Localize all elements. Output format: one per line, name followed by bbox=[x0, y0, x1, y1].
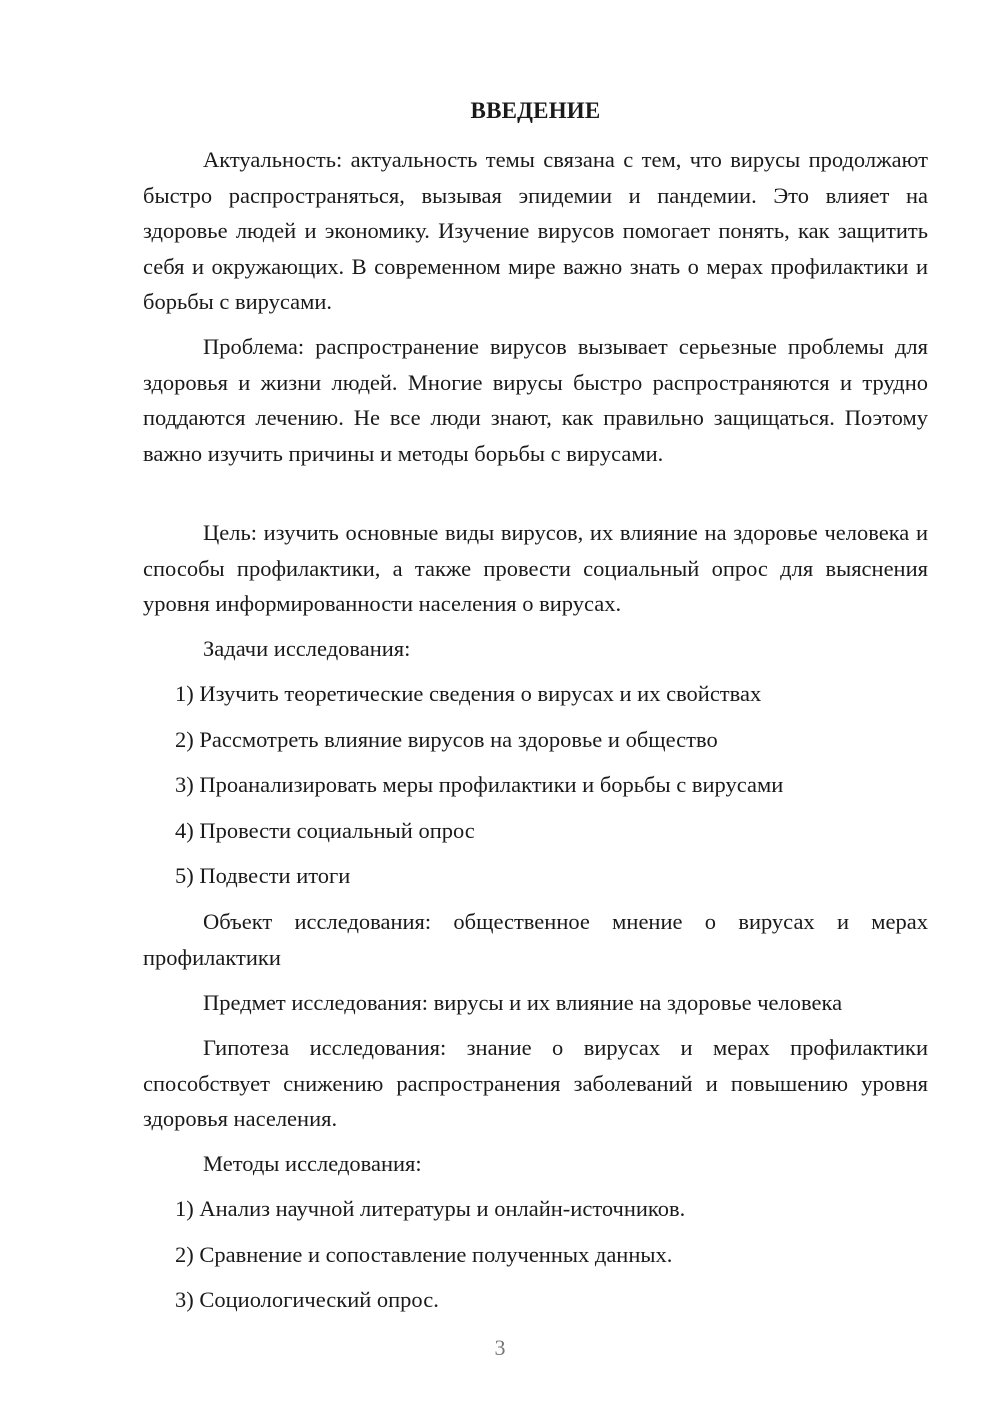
task-item-5: 5) Подвести итоги bbox=[175, 863, 351, 888]
problem-paragraph: Проблема: распространение вирусов вызывает серьезные проблемы для здоровья и жизни людей. Многие вирусы быстро распространяются и трудно поддаются лечению. Не все люди знают, как правильно защищаться. Поэтому важно изучить причины и методы борьбы с вирусами. bbox=[143, 334, 928, 466]
object-paragraph: Объект исследования: общественное мнение о вирусах и мерах профилактики bbox=[143, 909, 928, 970]
method-item-3: 3) Социологический опрос. bbox=[175, 1287, 439, 1312]
task-item-4: 4) Провести социальный опрос bbox=[175, 818, 475, 843]
method-item-1: 1) Анализ научной литературы и онлайн-источников. bbox=[175, 1196, 686, 1221]
hypothesis-paragraph: Гипотеза исследования: знание о вирусах и мерах профилактики способствует снижению распространения заболеваний и повышению уровня здоровья населения. bbox=[143, 1035, 928, 1131]
page-title: ВВЕДЕНИЕ bbox=[470, 98, 601, 123]
task-item-1: 1) Изучить теоретические сведения о вирусах и их свойствах bbox=[175, 681, 762, 706]
methods-title: Методы исследования: bbox=[203, 1151, 422, 1176]
task-item-3: 3) Проанализировать меры профилактики и борьбы с вирусами bbox=[175, 772, 784, 797]
subject-paragraph: Предмет исследования: вирусы и их влияние на здоровье человека bbox=[203, 990, 843, 1015]
page-number: 3 bbox=[494, 1335, 506, 1360]
goal-paragraph: Цель: изучить основные виды вирусов, их влияние на здоровье человека и способы профилактики, а также провести социальный опрос для выяснения уровня информированности населения о вирусах. bbox=[143, 520, 928, 616]
relevance-paragraph: Актуальность: актуальность темы связана с тем, что вирусы продолжают быстро распространяться, вызывая эпидемии и пандемии. Это влияет на здоровье людей и экономику. Изучение вирусов помогает понять, как защитить себя и окружающих. В современном мире важно знать о мерах профилактики и борьбы с вирусами. bbox=[143, 147, 928, 314]
task-item-2: 2) Рассмотреть влияние вирусов на здоровье и общество bbox=[175, 727, 718, 752]
method-item-2: 2) Сравнение и сопоставление полученных данных. bbox=[175, 1242, 673, 1267]
tasks-title: Задачи исследования: bbox=[203, 636, 411, 661]
